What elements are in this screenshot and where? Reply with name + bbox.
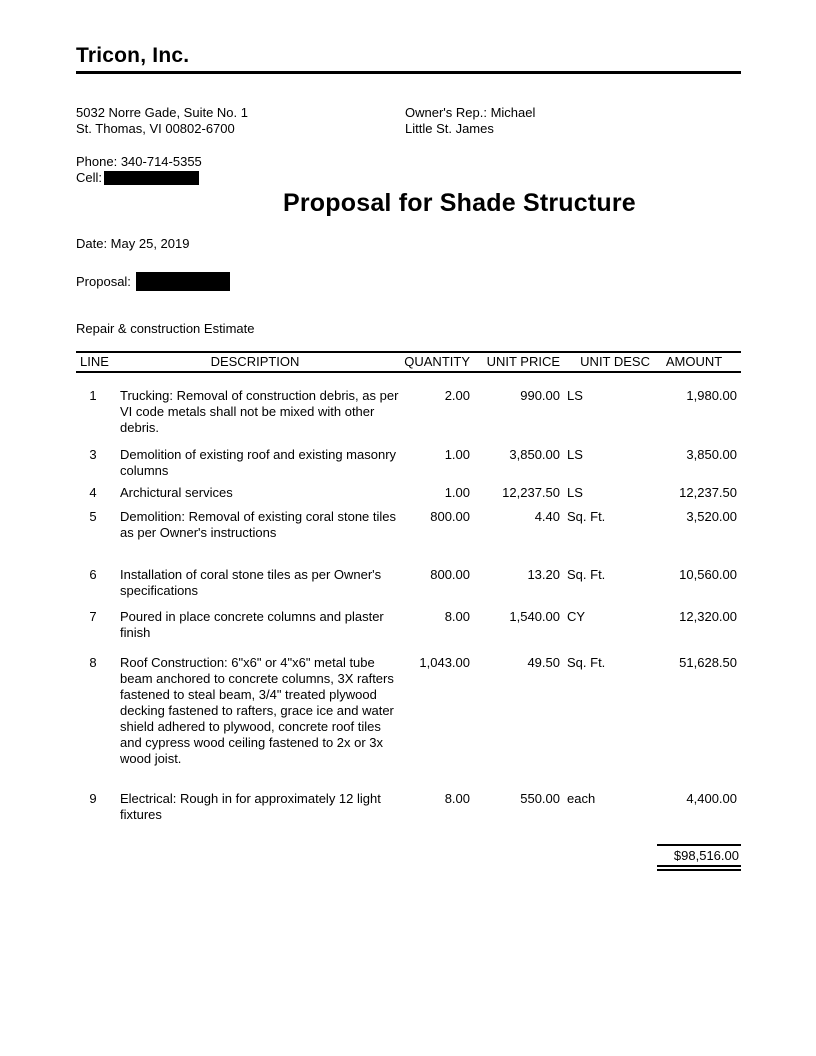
amount-cell: 12,320.00 [679, 609, 737, 624]
table-row [76, 509, 741, 541]
unit-price-cell: 13.20 [527, 567, 560, 582]
cell-redaction-box [104, 171, 199, 185]
table-row [76, 447, 741, 479]
col-header-quantity: QUANTITY [404, 354, 470, 369]
amount-cell: 12,237.50 [679, 485, 737, 500]
total-amount: $98,516.00 [657, 844, 741, 864]
date-line: Date: May 25, 2019 [76, 236, 190, 251]
unit-price-cell: 1,540.00 [509, 609, 560, 624]
unit-desc-cell: Sq. Ft. [567, 567, 606, 582]
info-section [76, 105, 741, 137]
table-row [76, 485, 741, 501]
line-number-cell: 3 [89, 447, 97, 462]
company-address [76, 105, 405, 137]
amount-cell: 10,560.00 [679, 567, 737, 582]
address-line2: St. Thomas, VI 00802-6700 [76, 121, 235, 136]
proposal-redaction-box [136, 272, 230, 291]
amount-cell: 3,850.00 [686, 447, 737, 462]
col-header-unit-desc: UNIT DESC [580, 354, 650, 369]
quantity-cell: 800.00 [430, 567, 470, 582]
line-number-cell: 4 [89, 485, 97, 500]
unit-price-cell: 12,237.50 [502, 485, 560, 500]
line-number-cell: 7 [89, 609, 97, 624]
quantity-cell: 2.00 [444, 388, 470, 403]
description-cell: Demolition: Removal of existing coral stone tiles as per Owner's instructions [120, 509, 397, 540]
unit-desc-cell: Sq. Ft. [567, 655, 606, 670]
company-name: Tricon, Inc. [76, 44, 190, 67]
description-cell: Roof Construction: 6"x6" or 4"x6" metal tube beam anchored to concrete columns, 3X rafters fastened to steal beam, 3/4" treated plywood decking fastened to rafters, grace ice and water shield adhered to plywood, concrete roof tiles and cypress wood ceiling fastened to 2x or 3x wood joist. [120, 655, 394, 766]
table-row [76, 791, 741, 823]
owner-rep-line1: Owner's Rep.: Michael [405, 105, 536, 120]
owner-rep-line2: Little St. James [405, 121, 494, 136]
unit-desc-cell: CY [567, 609, 586, 624]
description-cell: Trucking: Removal of construction debris, as per VI code metals shall not be mixed with other debris. [120, 388, 399, 435]
amount-cell: 3,520.00 [686, 509, 737, 524]
quantity-cell: 800.00 [430, 509, 470, 524]
unit-price-cell: 49.50 [527, 655, 560, 670]
table-row [76, 655, 741, 767]
description-cell: Demolition of existing roof and existing masonry columns [120, 447, 397, 478]
quantity-cell: 8.00 [444, 791, 470, 806]
quantity-cell: 1.00 [444, 485, 470, 500]
col-header-unit-price: UNIT PRICE [486, 354, 560, 369]
contact-block [76, 154, 741, 186]
quantity-cell: 8.00 [444, 609, 470, 624]
line-number-cell: 9 [89, 791, 97, 806]
table-row [76, 567, 741, 599]
col-header-line: LINE [80, 354, 109, 369]
description-cell: Archictural services [120, 485, 233, 500]
line-number-cell: 8 [89, 655, 97, 670]
amount-cell: 51,628.50 [679, 655, 737, 670]
owner-rep-block [405, 105, 535, 137]
col-header-description: DESCRIPTION [210, 354, 300, 369]
proposal-label: Proposal: [76, 274, 131, 289]
line-number-cell: 1 [89, 388, 97, 403]
unit-price-cell: 3,850.00 [509, 447, 560, 462]
unit-desc-cell: LS [567, 447, 583, 462]
table-row [76, 609, 741, 641]
line-number-cell: 6 [89, 567, 97, 582]
description-cell: Electrical: Rough in for approximately 12 light fixtures [120, 791, 381, 822]
total-section [657, 844, 741, 871]
table-row [76, 388, 741, 436]
description-cell: Poured in place concrete columns and plaster finish [120, 609, 384, 640]
unit-price-cell: 990.00 [520, 388, 560, 403]
unit-desc-cell: LS [567, 388, 583, 403]
amount-cell: 4,400.00 [686, 791, 737, 806]
quantity-cell: 1,043.00 [419, 655, 470, 670]
cell-line [76, 170, 741, 186]
col-header-amount: AMOUNT [665, 354, 723, 369]
unit-desc-cell: each [567, 791, 596, 806]
table-header-row [76, 351, 741, 373]
unit-price-cell: 4.40 [534, 509, 560, 524]
line-number-cell: 5 [89, 509, 97, 524]
cell-label: Cell: [76, 170, 103, 185]
address-line1: 5032 Norre Gade, Suite No. 1 [76, 105, 248, 120]
unit-desc-cell: LS [567, 485, 583, 500]
description-cell: Installation of coral stone tiles as per Owner's specifications [120, 567, 382, 598]
amount-cell: 1,980.00 [686, 388, 737, 403]
unit-desc-cell: Sq. Ft. [567, 509, 606, 524]
estimate-heading: Repair & construction Estimate [76, 321, 255, 336]
quantity-cell: 1.00 [444, 447, 470, 462]
unit-price-cell: 550.00 [520, 791, 560, 806]
proposal-line [76, 272, 741, 291]
phone-line: Phone: 340-714-5355 [76, 154, 202, 169]
total-double-rule [657, 865, 741, 871]
header-rule [76, 71, 741, 74]
document-title: Proposal for Shade Structure [283, 189, 636, 217]
